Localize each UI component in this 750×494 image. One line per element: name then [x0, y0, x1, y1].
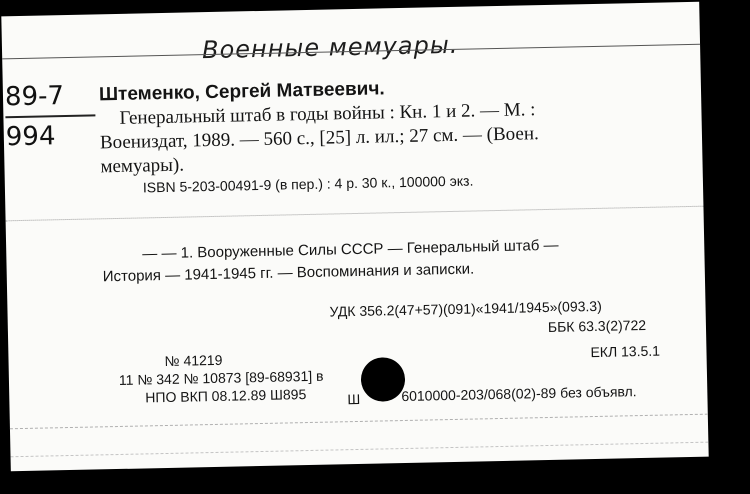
author-heading: Штеменко, Сергей Матвеевич. — [98, 78, 385, 106]
bbk-code: ББК 63.3(2)722 — [547, 316, 647, 335]
dotted-rule — [6, 206, 704, 222]
handwritten-subject: Военные мемуары. — [201, 30, 459, 65]
title-line-1: Генеральный штаб в годы войны : Кн. 1 и 2. — М. : — [119, 99, 536, 129]
ink-blot — [361, 357, 406, 402]
isbn-line: ISBN 5-203-00491-9 (в пер.) : 4 р. 30 к., 100000 экз. — [142, 172, 474, 196]
order-line: 11 № 342 № 10873 [89-68931] в — [118, 367, 324, 388]
call-number-top: 89-7 — [4, 81, 65, 113]
title-line-3: мемуары). — [100, 154, 185, 178]
bottom-dashed-rule — [10, 414, 708, 430]
call-number-bottom: 994 — [5, 121, 56, 153]
bottom-dashed-rule-2 — [11, 442, 709, 458]
catalog-card — [1, 2, 708, 472]
card-number: № 41219 — [164, 351, 223, 370]
subject-line-2: История — 1941-1945 гг. — Воспоминания и записки. — [102, 260, 475, 286]
price-code-line: 6010000-203/068(02)-89 без объявл. — [401, 383, 637, 405]
call-number-divider — [5, 114, 95, 118]
ekl-code: ЕКЛ 13.5.1 — [590, 342, 661, 361]
udk-code: УДК 356.2(47+57)(091)«1941/1945»(093.3) — [329, 297, 602, 320]
npo-line: НПО ВКП 08.12.89 Ш895 — [145, 386, 307, 406]
subject-line-1: — — 1. Вооруженные Силы СССР — Генеральный штаб — — [142, 236, 559, 263]
title-line-2: Воениздат, 1989. — 560 с., [25] л. ил.; 27 см. — (Воен. — [99, 123, 539, 154]
price-code-prefix: Ш — [347, 390, 361, 408]
